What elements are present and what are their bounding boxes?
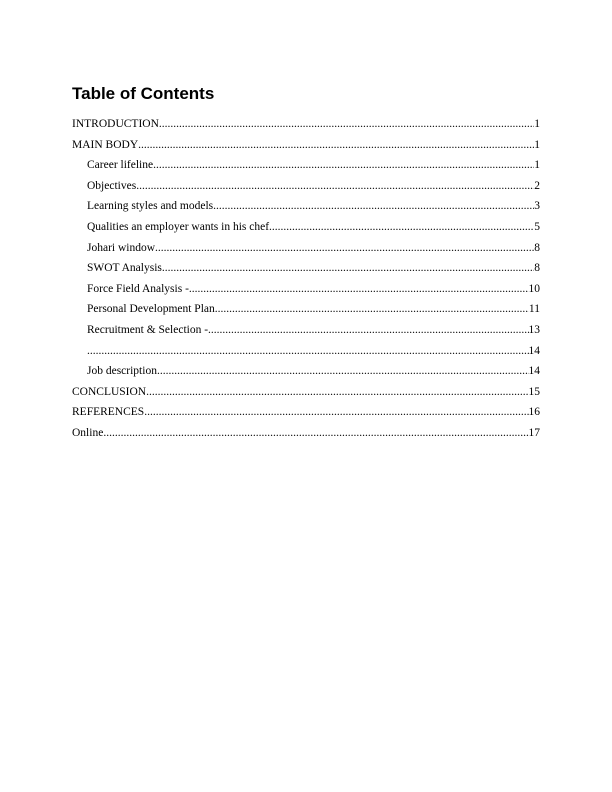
toc-entry-label: Force Field Analysis -	[87, 282, 189, 295]
toc-entry-label: CONCLUSION	[72, 385, 147, 398]
toc-page-number: 1	[534, 159, 540, 172]
toc-entry-swot-analysis[interactable]	[72, 260, 540, 281]
toc-entry-label: Career lifeline	[87, 159, 154, 172]
toc-page-number: 8	[534, 241, 540, 254]
toc-page-number: 1	[534, 118, 540, 130]
toc-page-number: 14	[528, 344, 540, 357]
toc-entry-objectives[interactable]	[72, 178, 540, 199]
toc-entry-main-body[interactable]	[72, 137, 540, 158]
toc-dot-leader	[213, 198, 534, 214]
toc-entry-introduction[interactable]	[72, 116, 540, 137]
toc-entry-learning-styles[interactable]	[72, 198, 540, 219]
toc-page-number: 11	[528, 303, 540, 316]
toc-entry-conclusion[interactable]	[72, 384, 540, 405]
toc-dot-leader	[103, 425, 528, 441]
toc-entry-force-field-analysis[interactable]	[72, 281, 540, 302]
toc-list	[72, 116, 540, 446]
toc-dot-leader	[155, 240, 534, 256]
toc-entry-label: Job description	[87, 365, 157, 378]
toc-entry-label: Online	[72, 426, 104, 439]
toc-entry-label: Johari window	[87, 241, 156, 254]
toc-page-number: 14	[528, 365, 540, 378]
toc-dot-leader	[159, 116, 534, 132]
toc-entry-label: Qualities an employer wants in his chef	[87, 220, 270, 233]
toc-dot-leader	[144, 404, 528, 420]
toc-page-number: 13	[528, 323, 540, 336]
toc-dot-leader	[162, 260, 534, 276]
toc-page-number: 10	[528, 282, 540, 295]
toc-page-number: 2	[534, 179, 540, 192]
toc-dot-leader	[153, 157, 534, 173]
toc-dot-leader	[189, 281, 529, 297]
toc-entry-online[interactable]	[72, 425, 540, 446]
toc-entry-label: SWOT Analysis	[87, 262, 162, 275]
toc-entry-label: REFERENCES	[72, 406, 145, 419]
toc-dot-leader	[215, 301, 529, 317]
toc-entry-label: Objectives	[87, 179, 137, 192]
toc-page-number: 8	[534, 262, 540, 275]
toc-entry-career-lifeline[interactable]	[72, 157, 540, 178]
toc-entry-label: Recruitment & Selection -	[87, 323, 209, 336]
toc-dot-leader	[87, 343, 529, 359]
toc-entry-untitled[interactable]	[72, 343, 540, 364]
toc-dot-leader	[269, 219, 534, 235]
toc-entry-johari-window[interactable]	[72, 240, 540, 261]
toc-entry-recruitment-selection[interactable]	[72, 322, 540, 343]
toc-entry-label: INTRODUCTION	[72, 118, 159, 130]
toc-entry-job-description[interactable]	[72, 363, 540, 384]
toc-title: Table of Contents	[72, 84, 215, 103]
toc-entry-label: MAIN BODY	[72, 138, 139, 151]
toc-page-number: 5	[534, 220, 540, 233]
toc-dot-leader	[157, 363, 529, 379]
toc-entry-label: Learning styles and models	[87, 200, 214, 213]
toc-dot-leader	[208, 322, 528, 338]
toc-page-number: 16	[528, 406, 540, 419]
toc-entry-personal-development-plan[interactable]	[72, 301, 540, 322]
toc-dot-leader	[146, 384, 528, 400]
toc-entry-label: Personal Development Plan	[87, 303, 215, 316]
toc-dot-leader	[136, 178, 534, 194]
toc-dot-leader	[138, 137, 534, 153]
toc-entry-references[interactable]	[72, 404, 540, 425]
toc-page-number: 1	[534, 138, 540, 151]
toc-entry-qualities-employer[interactable]	[72, 219, 540, 240]
toc-page-number: 15	[528, 385, 540, 398]
toc-page-number: 3	[534, 200, 540, 213]
toc-page-number: 17	[528, 426, 540, 439]
